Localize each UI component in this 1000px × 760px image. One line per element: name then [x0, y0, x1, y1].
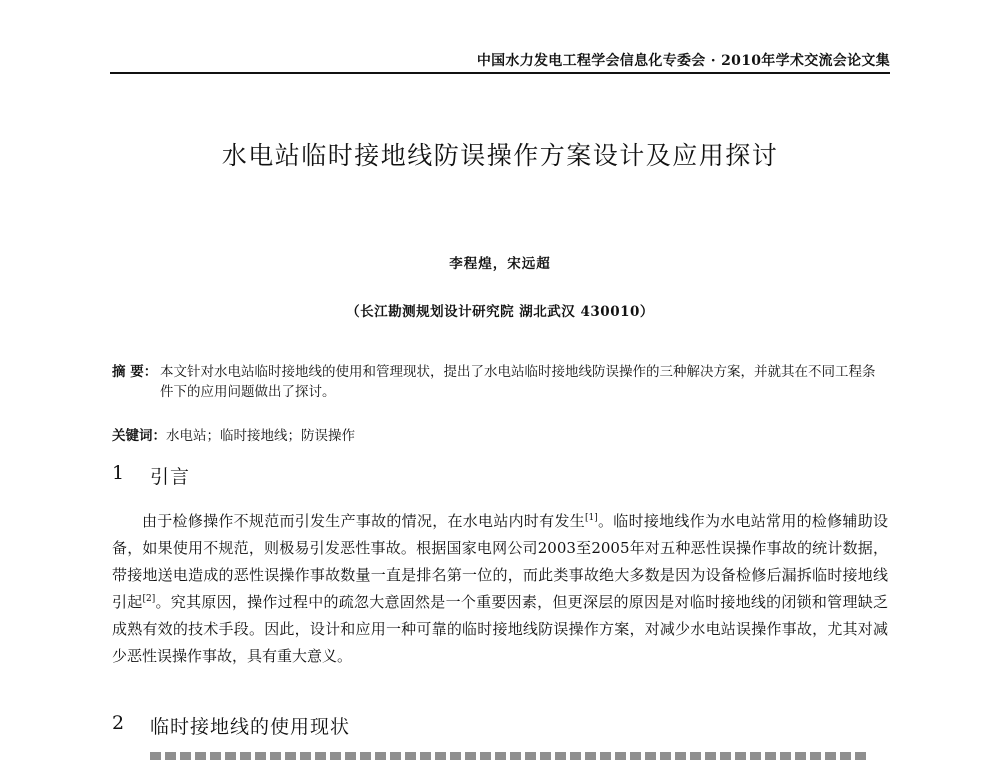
section-1-number: 1 — [112, 462, 125, 484]
keywords-label: 关键词： — [112, 428, 166, 444]
keywords-text: 水电站；临时接地线；防误操作 — [166, 428, 355, 444]
cut-off-text-line — [150, 752, 870, 760]
abstract-text: 本文针对水电站临时接地线的使用和管理现状，提出了水电站临时接地线防误操作的三种解决方案，并就其在不同工程条件下的应用问题做出了探讨。 — [160, 364, 876, 400]
header-rule — [110, 72, 890, 74]
section-2-title: 临时接地线的使用现状 — [150, 716, 351, 738]
paper-affiliation: （长江勘测规划设计研究院 湖北武汉 430010） — [346, 304, 654, 320]
section-1-paragraph — [112, 508, 888, 670]
citation-2: [2] — [142, 594, 156, 604]
abstract-label: 摘 要： — [112, 364, 158, 380]
para-text-1: 由于检修操作不规范而引发生产事故的情况，在水电站内时有发生 — [142, 512, 585, 530]
section-1-title: 引言 — [150, 466, 191, 488]
paper-authors: 李程煌，宋远超 — [449, 256, 551, 272]
paper-title: 水电站临时接地线防误操作方案设计及应用探讨 — [221, 141, 779, 170]
running-header: 中国水力发电工程学会信息化专委会 · 2010年学术交流会论文集 — [476, 53, 890, 69]
para-text-2: 。临时接地线作为水电站常用的检修辅助设备，如果使用不规范，则极易引发恶性事故。根据国家电网公司2003至2005年对五种恶性误操作事故的统计数据，带接地送电造成的恶性误操作事故数量一直是排名第一位的，而此类事故绝大多数是因为设备检修后漏拆临时接地线引起 — [112, 512, 888, 611]
section-2-number: 2 — [112, 712, 125, 734]
citation-1: [1] — [585, 513, 598, 523]
para-text-3: 。究其原因，操作过程中的疏忽大意固然是一个重要因素，但更深层的原因是对临时接地线的闭锁和管理缺乏成熟有效的技术手段。因此，设计和应用一种可靠的临时接地线防误操作方案，对减少水电站误操作事故，尤其对减少恶性误操作事故，具有重大意义。 — [112, 593, 888, 665]
keywords — [112, 424, 888, 444]
